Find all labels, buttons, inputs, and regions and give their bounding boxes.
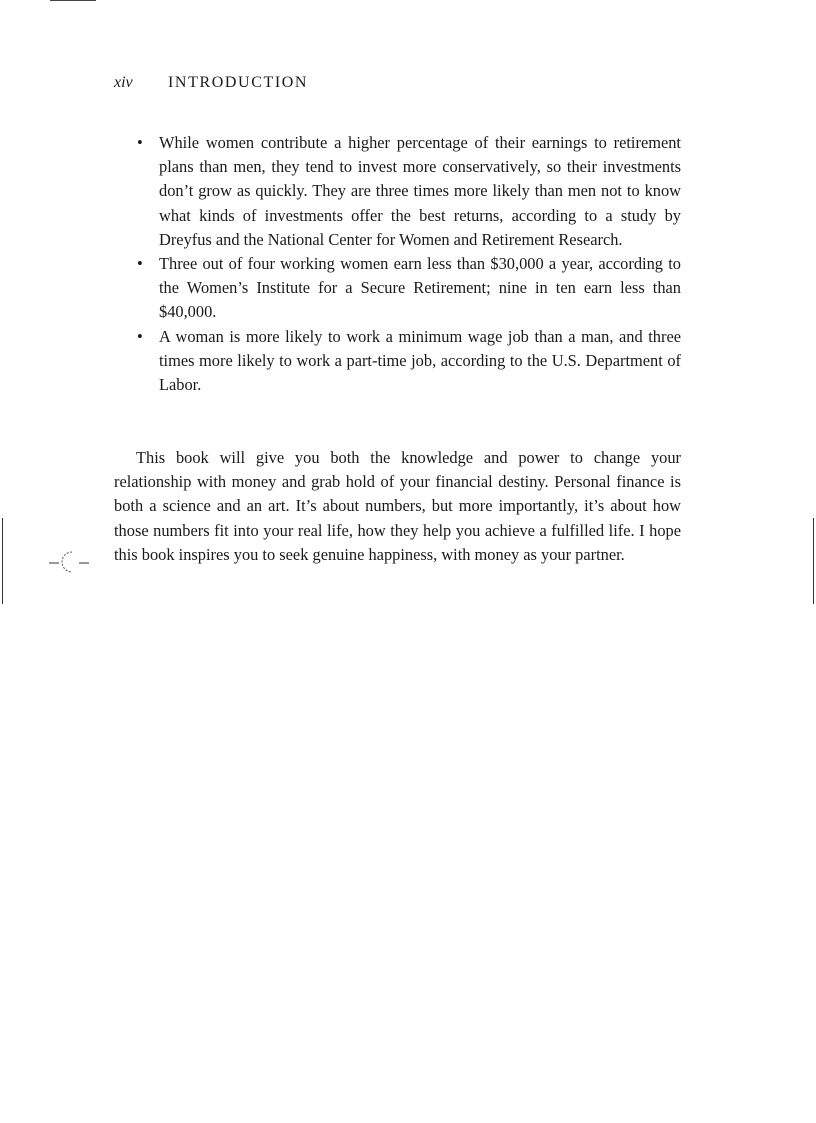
bullet-text: Three out of four working women earn less than $30,000 a year, according to the Women’s Institute for a Secure Retirement; nine in ten earn less than $40,000. (159, 254, 681, 322)
crop-mark-top (50, 0, 96, 1)
body-paragraph: This book will give you both the knowledge and power to change your relationship with money and grab hold of your financial destiny. Personal finance is both a science and an art. It’s about numbers, but more importantly, it’s about how those numbers fit into your real life, how they help you achieve a fulfilled life. I hope this book inspires you to seek genuine happiness, with money as your partner. (114, 448, 681, 564)
statistics-bullet-list (136, 131, 681, 397)
bullet-glyph: • (137, 133, 143, 152)
registration-mark-icon (46, 548, 98, 576)
bullet-text: A woman is more likely to work a minimum wage job than a man, and three times more likely to work a part-time job, according to the U.S. Department of Labor. (159, 326, 681, 395)
bullet-glyph: • (137, 254, 143, 274)
bullet-glyph: • (137, 326, 143, 346)
bullet-item-minimum-wage (136, 325, 681, 398)
chapter-title: INTRODUCTION (168, 74, 309, 91)
bullet-item-earnings (136, 252, 681, 325)
page-edge-left (2, 518, 3, 604)
page-number: xiv (114, 74, 133, 91)
running-head (114, 74, 308, 92)
page-edge-right (813, 518, 814, 604)
bullet-item-retirement-investing (136, 131, 681, 252)
bullet-text: While women contribute a higher percentage of their earnings to retirement plans than men, they tend to invest more conservatively, so their investments don’t grow as quickly. They are three times more likely than men not to know what kinds of investments offer the best returns, according to a study by Dreyfus and the National Center for Women and Retirement Research. (159, 133, 681, 249)
